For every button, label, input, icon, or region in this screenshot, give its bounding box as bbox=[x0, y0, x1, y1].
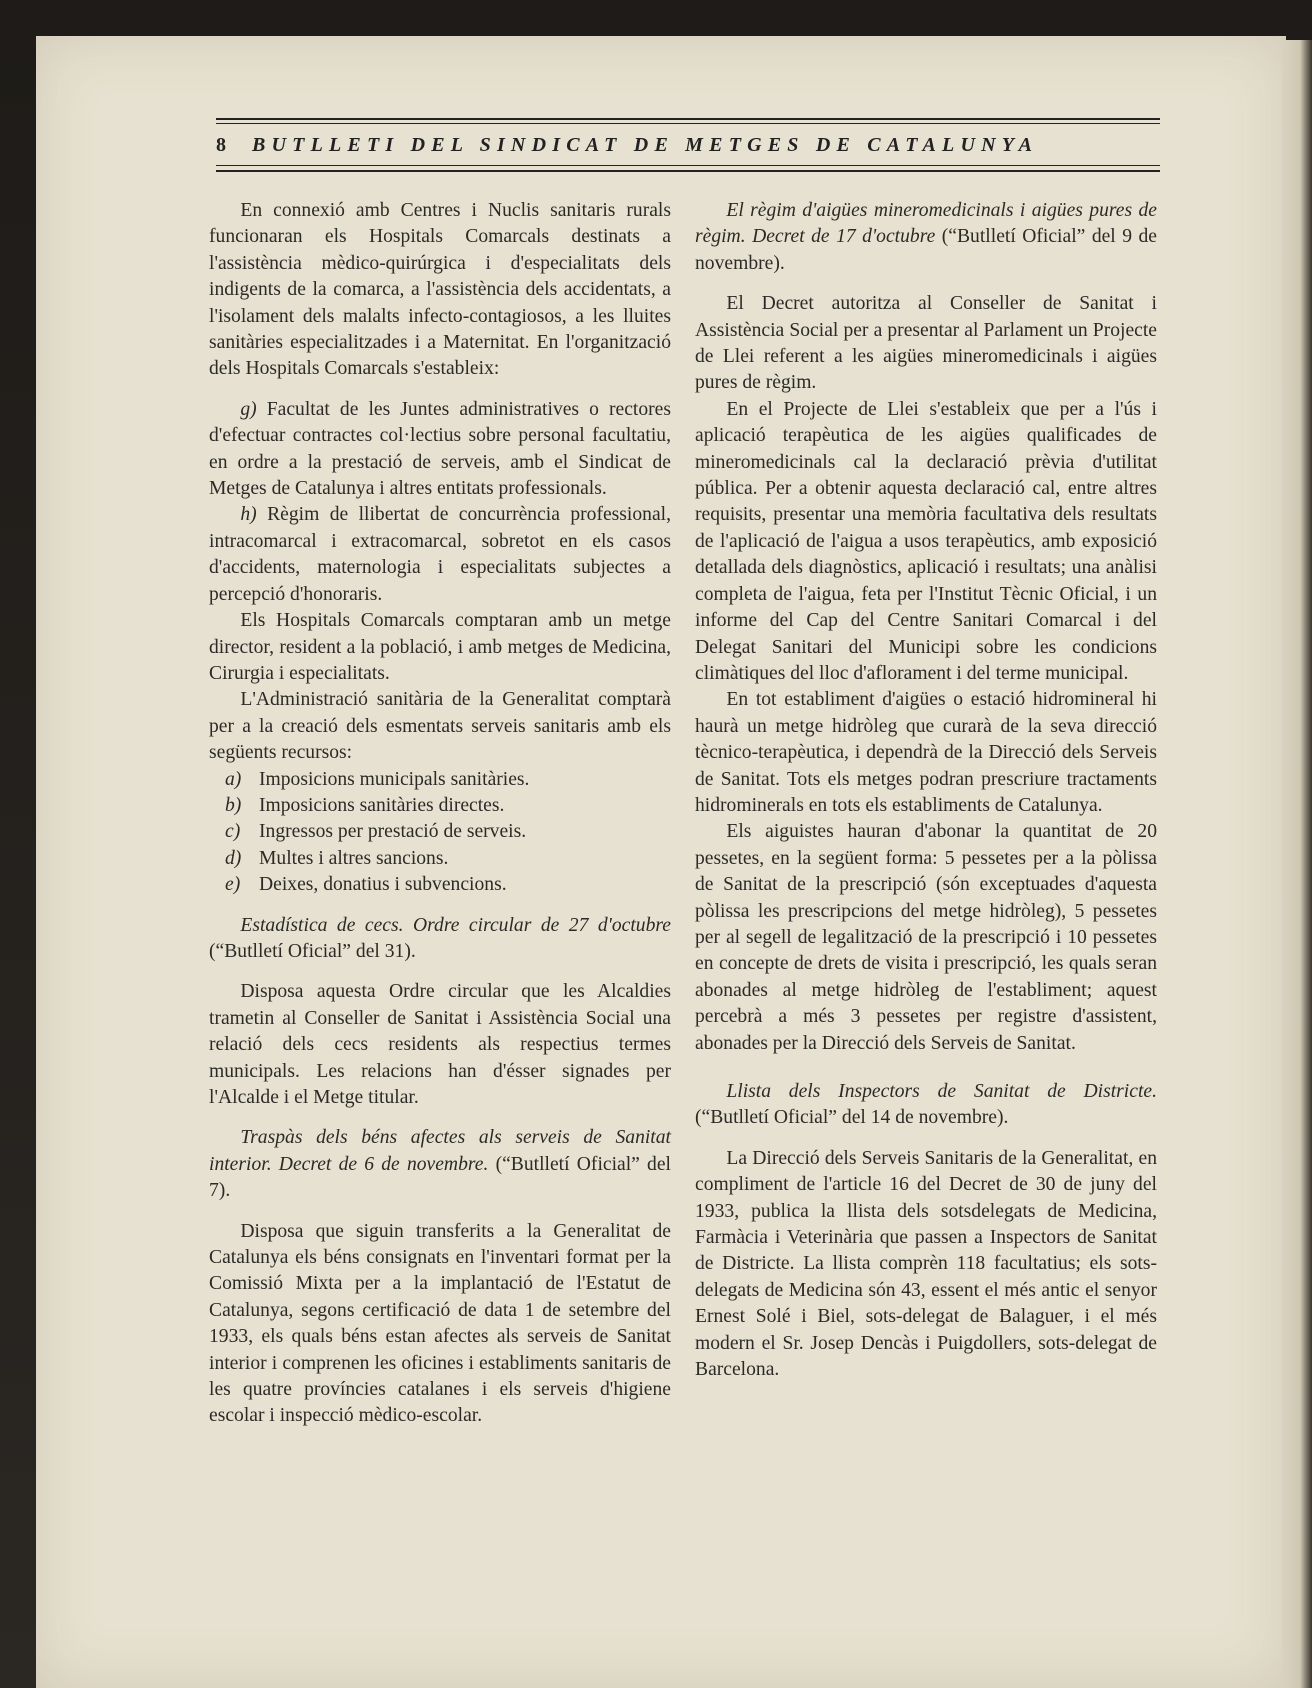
header-line bbox=[216, 134, 1160, 157]
list-item bbox=[225, 846, 671, 872]
list-label: d) bbox=[225, 847, 242, 869]
list-text: Ingressos per prestació de serveis. bbox=[259, 821, 527, 843]
clause-label: g) bbox=[240, 398, 257, 420]
section-heading-source: (“Butlletí Oficial” del 9 de novembre). bbox=[695, 226, 1157, 274]
list-item bbox=[225, 767, 671, 793]
section-heading-italic: Estadística de cecs. Ordre circular de 27 d'octubre bbox=[240, 914, 671, 936]
paragraph: En connexió amb Centres i Nuclis sanitaris rurals funcionaran els Hospitals Comarcals destinats a l'assistència mèdico-quirúrgica i d'especialitats dels indigents de la comarca, a l'assistència dels accidentats, a l'isolament dels malalts infecto-contagiosos, a les lluites sanitàries especialitzades i a Maternitat. En l'organització dels Hospitals Comarcals s'estableix: bbox=[209, 200, 671, 380]
paragraph: El Decret autoritza al Conseller de Sanitat i Assistència Social per a presentar al Parlament un Projecte de Llei referent a les aigües mineromedicinals i aigües pures de règim. bbox=[695, 293, 1157, 394]
section-heading-italic: Llista dels Inspectors de Sanitat de Districte. bbox=[726, 1081, 1157, 1102]
left-column bbox=[209, 198, 671, 1430]
paragraph: La Direcció dels Serveis Sanitaris de la Generalitat, en compliment de l'article 16 del Decret de 30 de juny del 1933, publica la llista dels sotsdelegats de Medicina, Farmàcia i Veterinària que passen a Inspectors de Sanitat de Districte. La llista comprèn 118 facultatius; els sots-delegats de Medicina són 43, essent el més antic el senyor Ernest Solé i Biel, sots-delegat de Balaguer, i el més modern el Sr. Josep Dencàs i Puigdollers, sots-delegat de Barcelona. bbox=[695, 1147, 1157, 1381]
header-rule-bottom bbox=[216, 170, 1160, 172]
running-header bbox=[216, 118, 1160, 172]
list-label: a) bbox=[225, 768, 242, 790]
paragraph: Disposa que siguin transferits a la Generalitat de Catalunya els béns consignats en l'inventari format per la Comissió Mixta per a la implantació de l'Estatut de Catalunya, segons certificació de data 1 de setembre del 1933, els quals béns estan afectes als serveis de Sanitat interior i comprenen les oficines i establiments sanitaris de les quatre províncies catalanes i els serveis d'higiene escolar i inspecció mèdico-escolar. bbox=[209, 1220, 671, 1427]
paragraph: En el Projecte de Llei s'estableix que per a l'ús i aplicació terapèutica de les aigües qualificades de mineromedicinals cal la declaració prèvia d'utilitat pública. Per a obtenir aquesta declaració cal, entre altres requisits, presentar una memòria facultativa dels resultats de l'aplicació de l'aigua a usos terapèutics, amb exposició detallada dels diagnòstics, aplicació i resultats; una anàlisi completa de l'aigua, feta per l'Institut Tècnic Oficial, i un informe del Cap del Centre Sanitari Comarcal i del Delegat Sanitari del Municipi sobre les condicions climàtiques del lloc d'aflorament i del terme municipal. bbox=[695, 398, 1157, 684]
next-page-edge bbox=[1282, 40, 1312, 1688]
clause-text: Facultat de les Juntes administratives o rectores d'efectuar contractes col·lectius sobre personal facultatiu, en ordre a la prestació de serveis, amb el Sindicat de Metges de Catalunya i altres entitats professionals. bbox=[209, 398, 671, 500]
section-heading-italic: El règim d'aigües mineromedicinals i aigües pures de règim. Decret de 17 d'octubre bbox=[695, 200, 1157, 248]
header-rule-bottom-thin bbox=[216, 165, 1160, 166]
section-heading-source: (“Butlletí Oficial” del 14 de novembre). bbox=[695, 1107, 1009, 1129]
paragraph: Els aiguistes hauran d'abonar la quantitat de 20 pessetes, en la següent forma: 5 pessetes per a la pòlissa de Sanitat de la prescripció (són exceptuades d'aquesta pòlissa les prescripcions del metge hidròleg), 5 pessetes per al segell de legalització de la prescripció i 10 pessetes en concepte de drets de visita i prescripció, les quals seran abonades al metge hidròleg de l'establiment; aquest percebrà a més 3 pessetes per registre d'assistent, abonades per la Direcció dels Serveis de Sanitat. bbox=[695, 821, 1157, 1054]
header-rule-top-thin bbox=[216, 123, 1160, 124]
text-columns bbox=[209, 198, 1157, 1430]
list-item bbox=[225, 819, 671, 845]
section-heading-source: (“Butlletí Oficial” del 31). bbox=[209, 940, 416, 962]
list-text: Deixes, donatius i subvencions. bbox=[259, 874, 507, 896]
section-heading-source: (“Butlletí Oficial” del 7). bbox=[209, 1153, 671, 1202]
right-column bbox=[695, 198, 1157, 1430]
list-label: b) bbox=[225, 794, 242, 816]
paragraph: En tot establiment d'aigües o estació hidromineral hi haurà un metge hidròleg que curarà de la seva direcció tècnico-terapèutica, i dependrà de la Direcció dels Serveis de Sanitat. Tots els metges podran prescriure tractaments hidrominerals en tots els establiments de Catalunya. bbox=[695, 689, 1157, 816]
section-heading bbox=[209, 913, 671, 966]
journal-title: BUTLLETI DEL SINDICAT DE METGES DE CATALUNYA bbox=[252, 134, 1039, 156]
section-heading-italic: Traspàs dels béns afectes als serveis de Sanitat interior. Decret de 6 de novembre. bbox=[209, 1127, 671, 1175]
clause-label: h) bbox=[240, 504, 257, 526]
section-heading bbox=[695, 1079, 1157, 1132]
page-number: 8 bbox=[216, 134, 226, 156]
list-text: Imposicions sanitàries directes. bbox=[259, 794, 505, 816]
paragraph: Disposa aquesta Ordre circular que les Alcaldies trametin al Conseller de Sanitat i Assistència Social una relació dels cecs residents als respectius termes municipals. Les relacions han d'ésser signades per l'Alcalde i el Metge titular. bbox=[209, 981, 671, 1108]
list-text: Imposicions municipals sanitàries. bbox=[259, 768, 530, 790]
header-rule-top bbox=[216, 118, 1160, 120]
clause-g bbox=[209, 397, 671, 503]
section-heading bbox=[209, 1125, 671, 1204]
paragraph: L'Administració sanitària de la Generalitat comptarà per a la creació dels esmentats serveis sanitaris amb els següents recursos: bbox=[209, 689, 671, 764]
list-item bbox=[225, 872, 671, 898]
list-item bbox=[225, 793, 671, 819]
resources-list bbox=[209, 767, 671, 899]
clause-text: Règim de llibertat de concurrència professional, intracomarcal i extracomarcal, sobretot en els casos d'accidents, maternologia i especialitats subjectes a percepció d'honoraris. bbox=[209, 504, 671, 605]
section-heading bbox=[695, 198, 1157, 277]
list-label: e) bbox=[225, 874, 241, 896]
paragraph: Els Hospitals Comarcals comptaran amb un metge director, resident a la població, i amb metges de Medicina, Cirurgia i especialitats. bbox=[209, 610, 671, 684]
list-label: c) bbox=[225, 821, 241, 843]
list-text: Multes i altres sancions. bbox=[259, 847, 449, 869]
clause-h bbox=[209, 502, 671, 608]
